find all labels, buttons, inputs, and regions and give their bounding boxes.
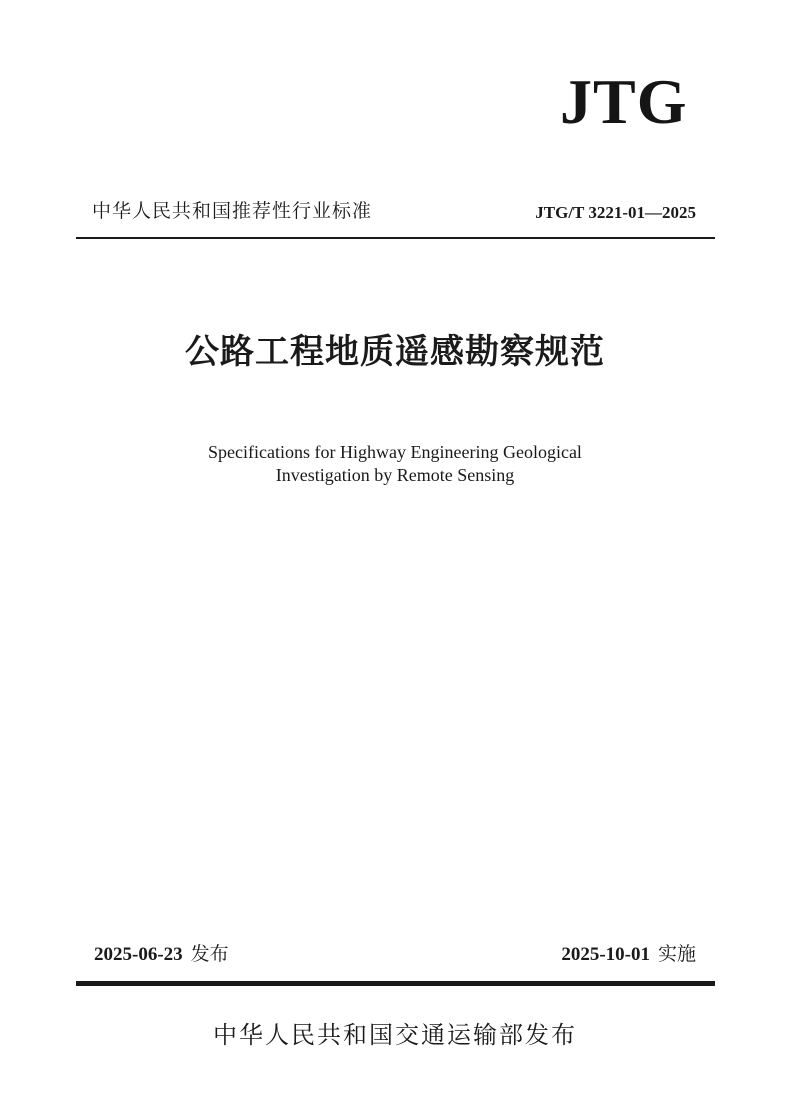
document-title-english — [0, 441, 790, 487]
jtg-logo: JTG — [560, 66, 688, 137]
publisher: 中华人民共和国交通运输部发布 — [213, 1021, 577, 1049]
issue-date — [94, 941, 229, 968]
effective-date-label: 实施 — [657, 943, 696, 965]
title-english-line-1: Specifications for Highway Engineering Geological — [208, 442, 582, 462]
issue-date-value: 2025-06-23 — [94, 944, 183, 965]
footer-divider — [76, 981, 715, 986]
document-title-chinese: 公路工程地质遥感勘察规范 — [185, 332, 605, 372]
effective-date — [561, 941, 696, 968]
effective-date-value: 2025-10-01 — [561, 944, 650, 965]
header-divider — [76, 237, 715, 239]
issue-date-label: 发布 — [190, 943, 229, 965]
standard-category: 中华人民共和国推荐性行业标准 — [92, 200, 373, 222]
title-english-line-2: Investigation by Remote Sensing — [275, 465, 515, 485]
standard-number: JTG/T 3221-01—2025 — [535, 203, 696, 222]
